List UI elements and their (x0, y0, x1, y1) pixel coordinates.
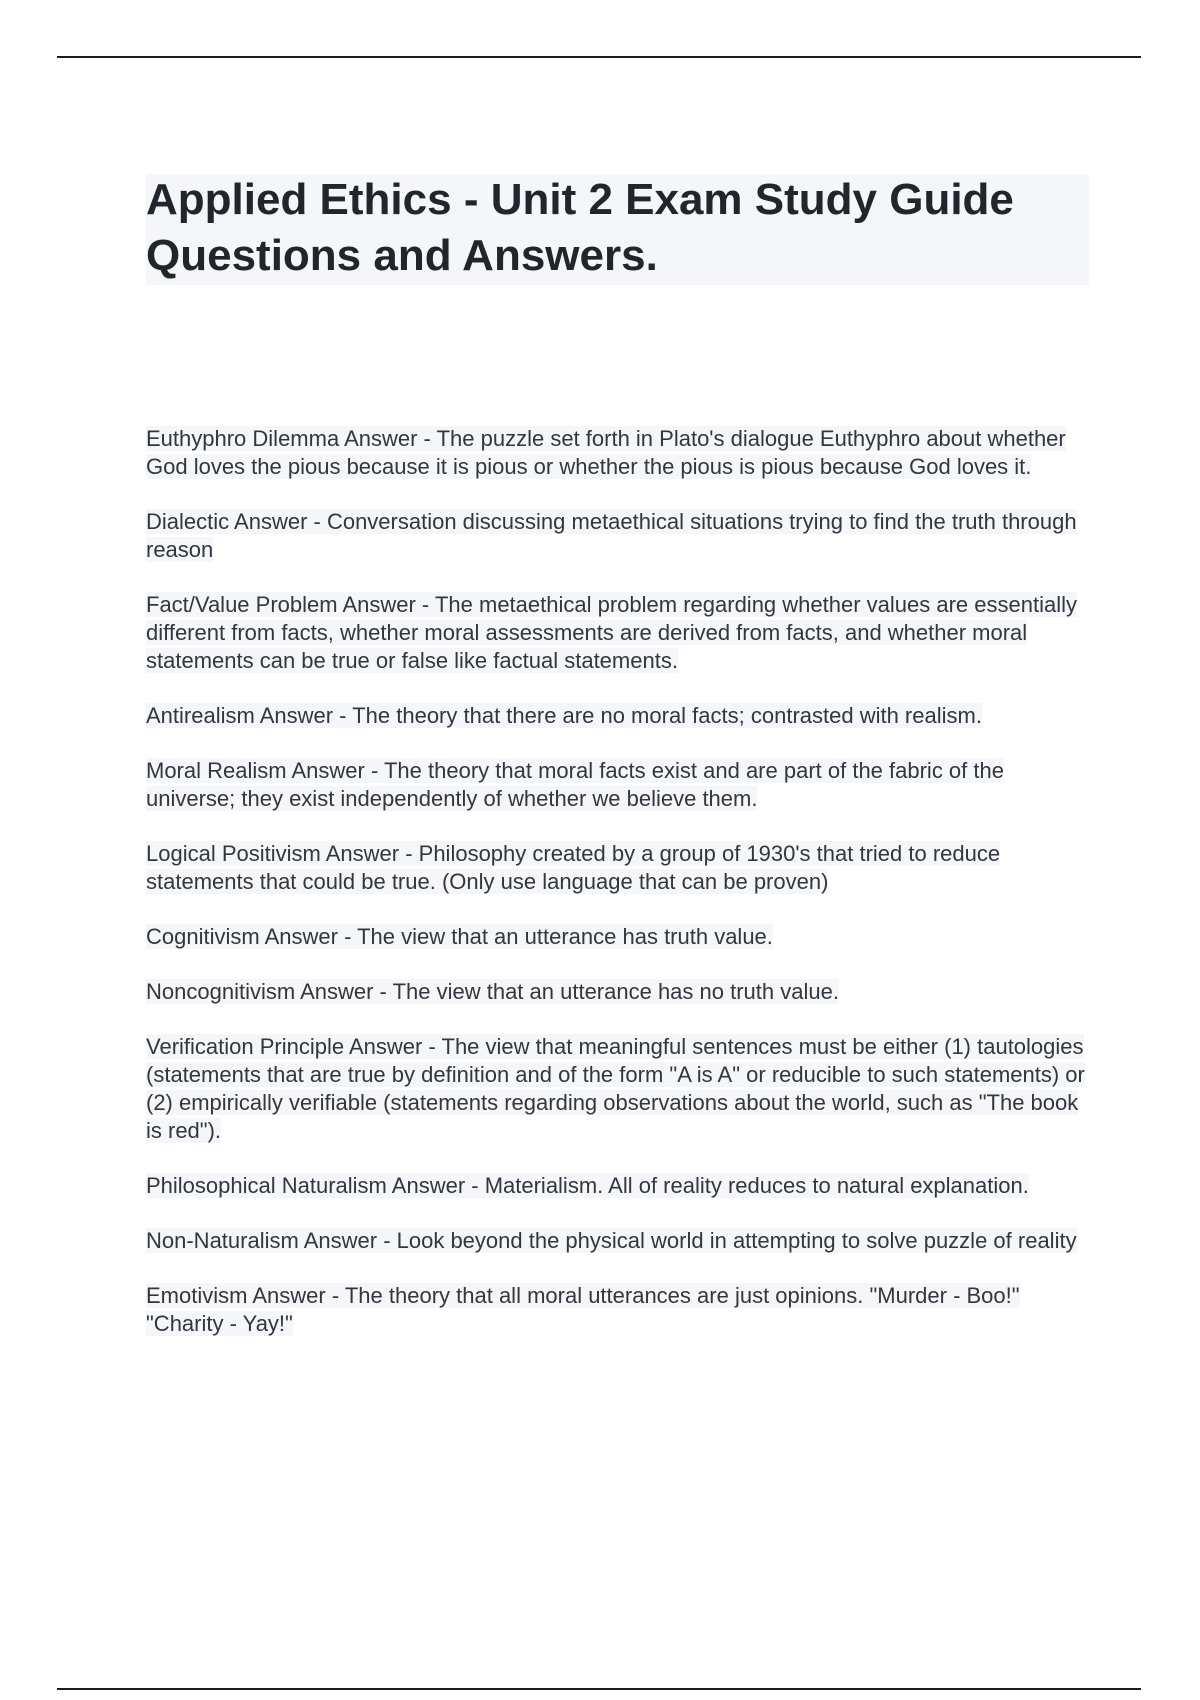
title-block (146, 174, 1089, 285)
bottom-rule (57, 1688, 1141, 1690)
qa-list (146, 425, 1096, 1338)
document-title: Applied Ethics - Unit 2 Exam Study Guide Questions and Answers. (146, 175, 1014, 280)
qa-item-fact-value: Fact/Value Problem Answer - The metaethical problem regarding whether values are essentially different from facts, whether moral assessments are derived from facts, and whether moral statements can be true or false like factual statements. (146, 592, 1077, 673)
qa-item-verification-principle: Verification Principle Answer - The view that meaningful sentences must be either (1) tautologies (statements that are true by definition and of the form "A is A" or reducible to such statements) or (2) empirically verifiable (statements regarding observations about the world, such as "The book is red"). (146, 1034, 1085, 1143)
qa-item-philosophical-naturalism: Philosophical Naturalism Answer - Materialism. All of reality reduces to natural explanation. (146, 1173, 1029, 1198)
qa-item-euthyphro: Euthyphro Dilemma Answer - The puzzle set forth in Plato's dialogue Euthyphro about whether God loves the pious because it is pious or whether the pious is pious because God loves it. (146, 426, 1066, 479)
qa-item-non-naturalism: Non-Naturalism Answer - Look beyond the physical world in attempting to solve puzzle of reality (146, 1228, 1077, 1253)
qa-item-cognitivism: Cognitivism Answer - The view that an utterance has truth value. (146, 924, 773, 949)
qa-item-moral-realism: Moral Realism Answer - The theory that moral facts exist and are part of the fabric of the universe; they exist independently of whether we believe them. (146, 758, 1004, 811)
qa-item-antirealism: Antirealism Answer - The theory that there are no moral facts; contrasted with realism. (146, 703, 982, 728)
qa-item-dialectic: Dialectic Answer - Conversation discussing metaethical situations trying to find the truth through reason (146, 509, 1077, 562)
qa-item-emotivism: Emotivism Answer - The theory that all moral utterances are just opinions. "Murder - Boo!" "Charity - Yay!" (146, 1283, 1020, 1336)
qa-item-logical-positivism: Logical Positivism Answer - Philosophy created by a group of 1930's that tried to reduce statements that could be true. (Only use language that can be proven) (146, 841, 1001, 894)
qa-item-noncognitivism: Noncognitivism Answer - The view that an utterance has no truth value. (146, 979, 839, 1004)
top-rule (57, 56, 1141, 58)
